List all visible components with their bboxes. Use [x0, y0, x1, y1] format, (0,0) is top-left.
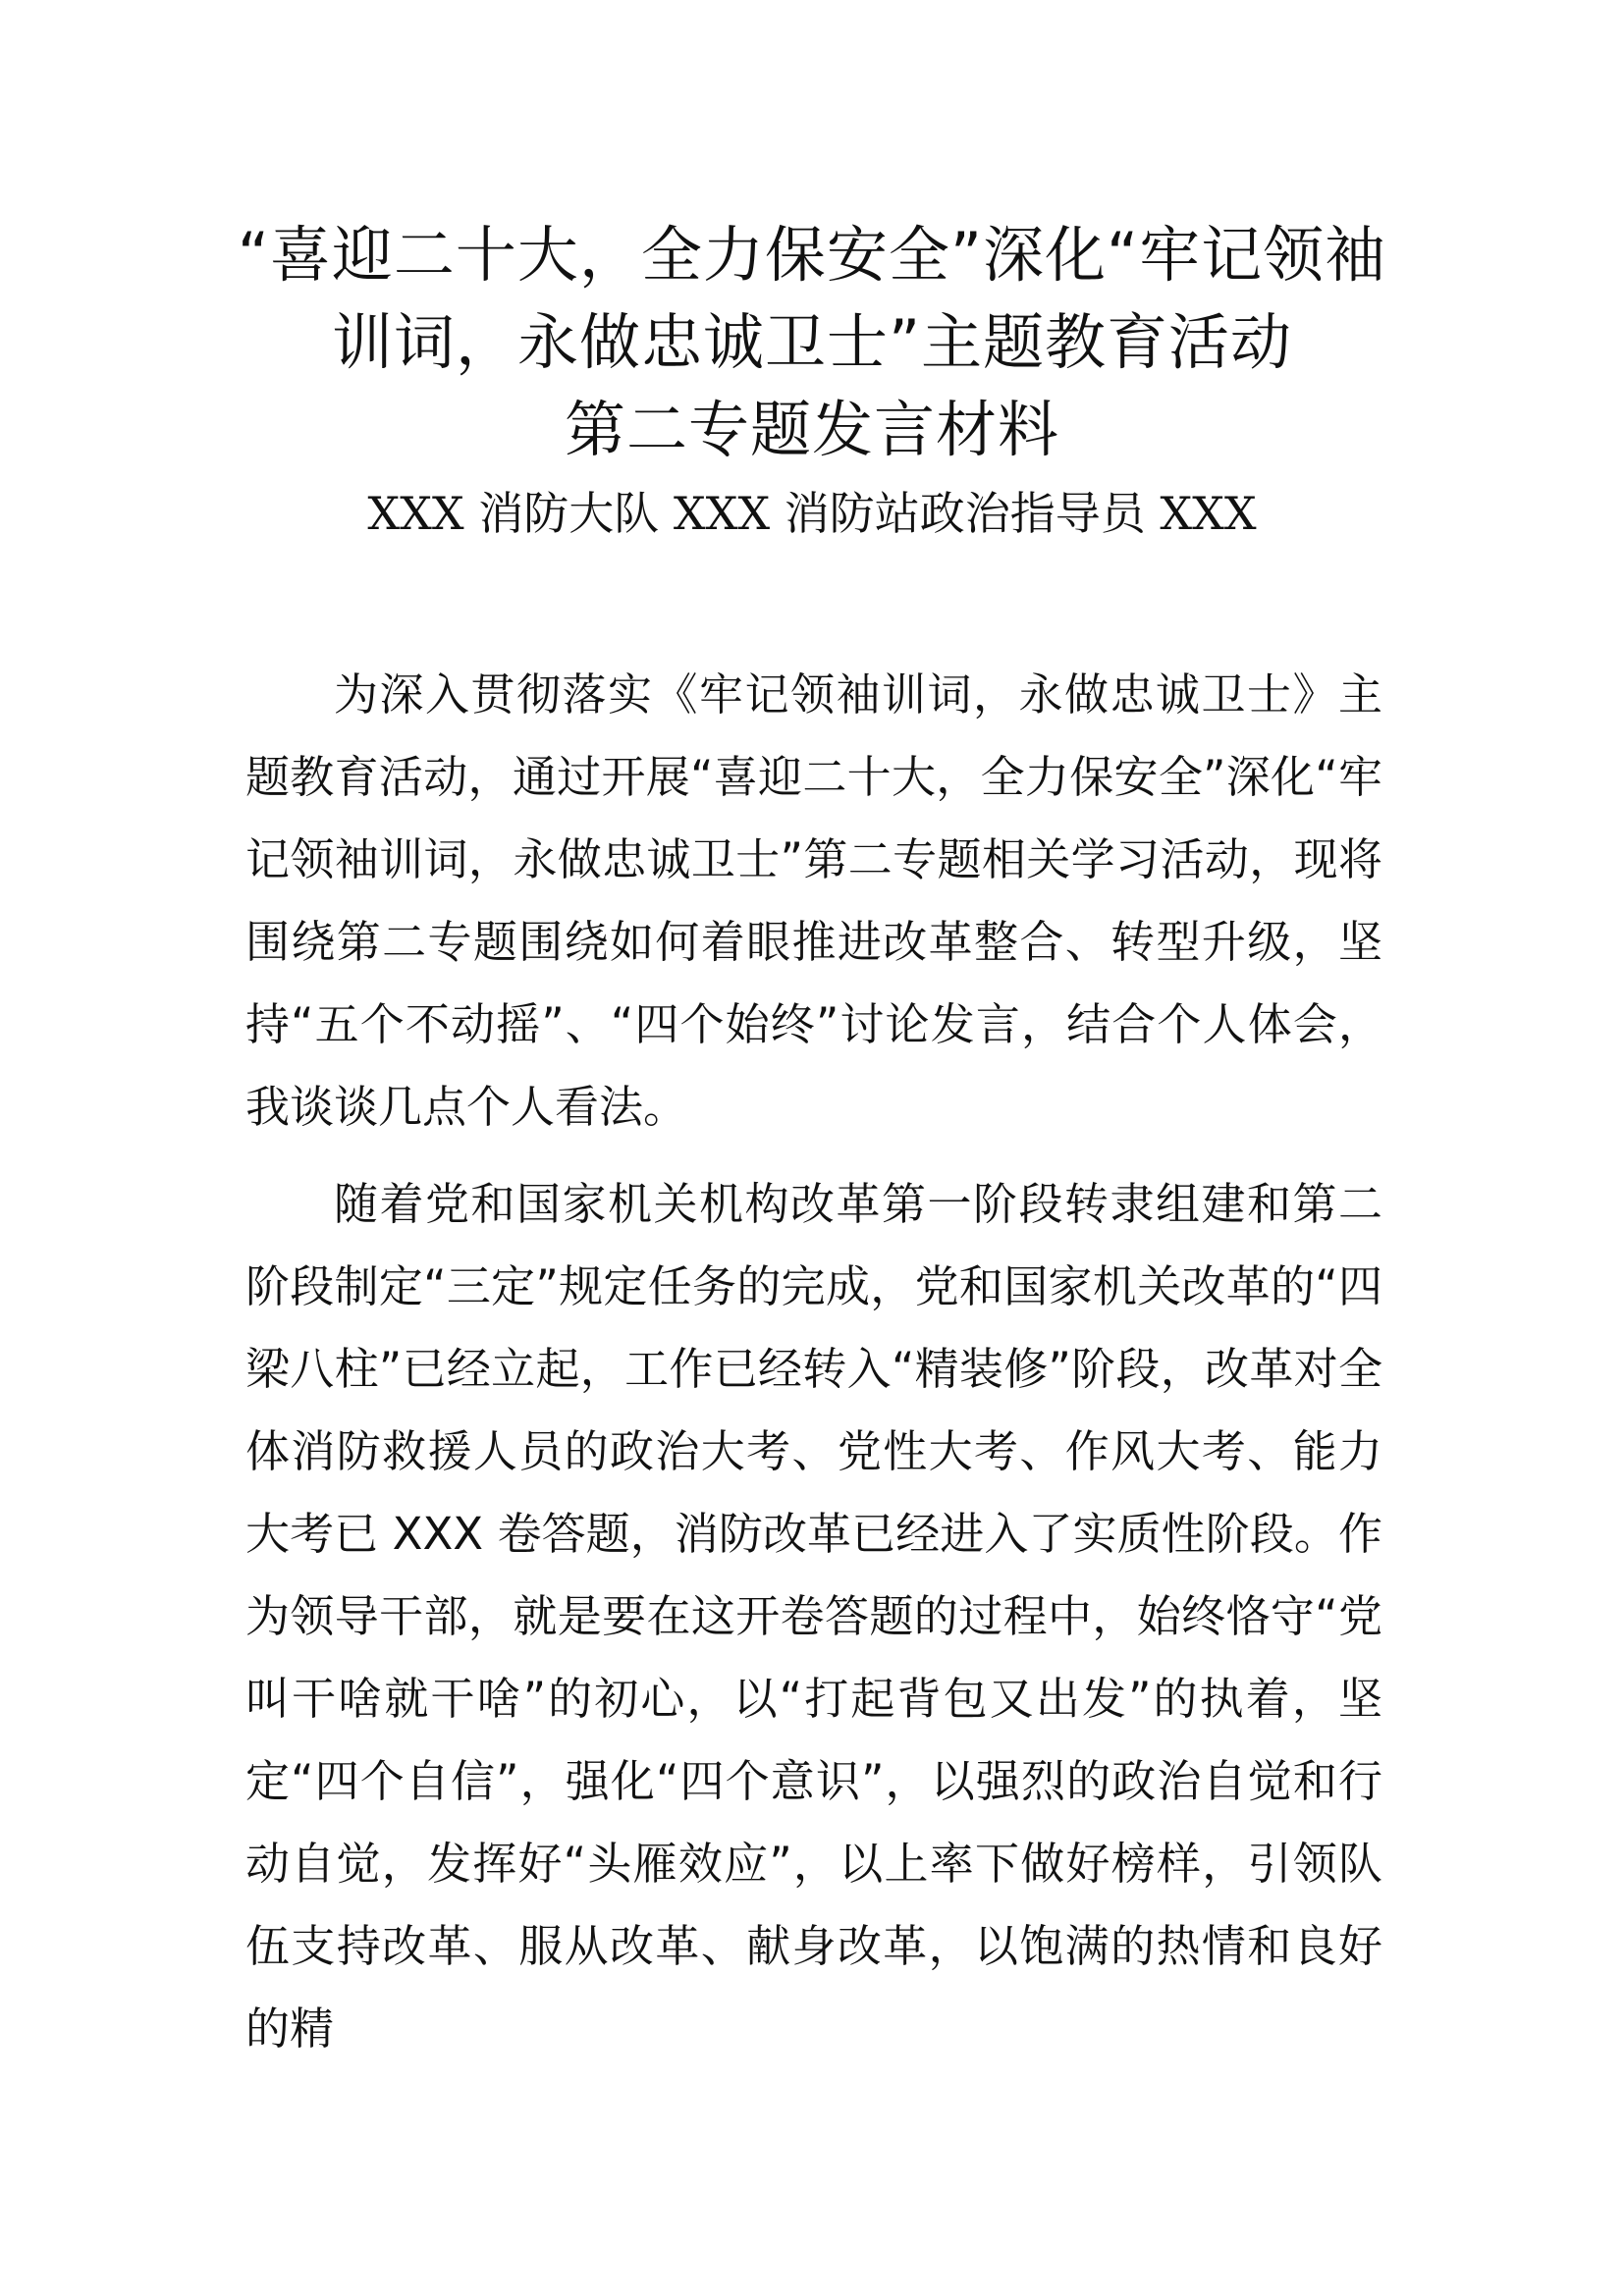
title-line-3: 第二专题发言材料 — [564, 394, 1059, 465]
document-subtitle: XXX 消防大队 XXX 消防站政治指导员 XXX — [367, 487, 1257, 540]
document-title — [196, 211, 1428, 473]
title-line-2: 训词，永做忠诚卫士”主题教育活动 — [331, 306, 1293, 378]
title-line-1: “喜迎二十大，全力保安全”深化“牢记领袖 — [237, 219, 1387, 291]
body-paragraph-1: 为深入贯彻落实《牢记领袖训词，永做忠诚卫士》主题教育活动，通过开展“喜迎二十大，全力保安全”深化“牢记领袖训词，永做忠诚卫士”第二专题相关学习活动，现将围绕第二专题围绕如何着眼推进改革整合、转型升级，坚持“五个不动摇”、“四个始终”讨论发言，结合个人体会，我谈谈几点个人看法。 — [245, 668, 1382, 1133]
document-body — [245, 654, 1382, 2070]
body-paragraph-2: 随着党和国家机关机构改革第一阶段转隶组建和第二阶段制定“三定”规定任务的完成，党和国家机关改革的“四梁八柱”已经立起，工作已经转入“精装修”阶段，改革对全体消防救援人员的政治大考、党性大考、作风大考、能力大考已 XXX 卷答题，消防改革已经进入了实质性阶段。作为领导干部，就是要在这开卷答题的过程中，始终恪守“党叫干啥就干啥”的初心，以“打起背包又出发”的执着，坚定“四个自信”，强化“四个意识”，以强烈的政治自觉和行动自觉，发挥好“头雁效应”，以上率下做好榜样，引领队伍支持改革、服从改革、献身改革，以饱满的热情和良好的精 — [245, 1178, 1382, 2055]
